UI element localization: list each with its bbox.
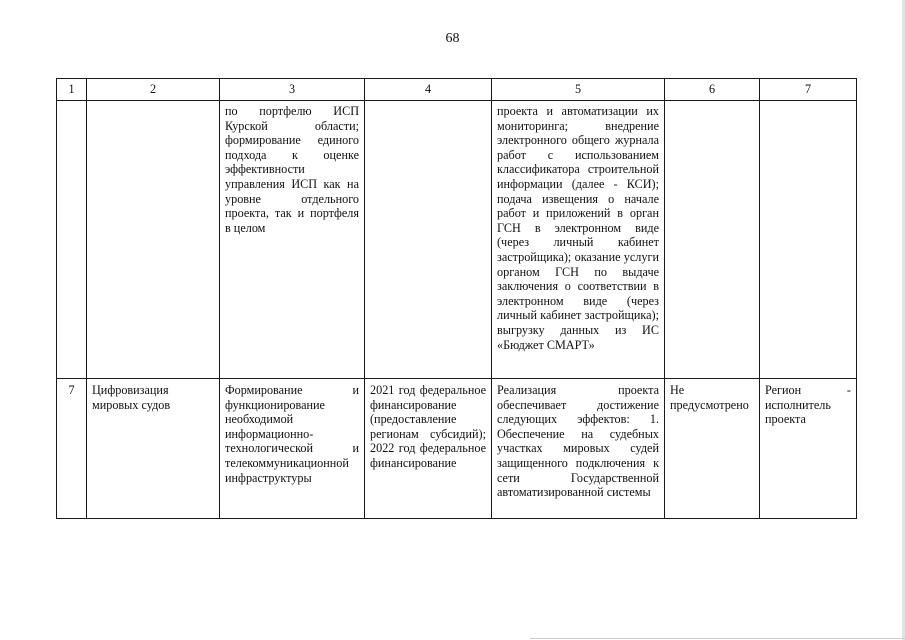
cell-number: 7 [57,379,87,519]
column-number-4: 4 [365,79,492,101]
scan-bottom-edge [530,638,905,639]
cell-effects: проекта и автоматизации их мониторинга; внедрение электронного общего журнала работ с использованием классификатора строительной информации (далее - КСИ); подача извещения о начале работ и приложений в орган ГСН в электронном виде (через личный кабинет застройщика); оказание услуги органом ГСН по выдаче заключения о соответствии в электронном виде (через личный кабинет застройщика); выгрузку данных из ИС «Бюджет СМАРТ» [492,101,665,379]
cell-col6 [665,101,760,379]
column-number-6: 6 [665,79,760,101]
cell-effects: Реализация проекта обеспечивает достижение следующих эффектов: 1. Обеспечение на судебных участках мировых судей защищенного подключения к сети Государственной автоматизированной системы [492,379,665,519]
cell-financing [365,101,492,379]
column-number-3: 3 [220,79,365,101]
table-row-7 [57,379,857,519]
cell-number [57,101,87,379]
cell-project-name: Цифровизация мировых судов [87,379,220,519]
page-number: 68 [445,31,460,46]
table-row-continued [57,101,857,379]
measures-table [56,78,857,519]
column-number-row [57,79,857,101]
cell-executor: Регион - исполнитель проекта [760,379,857,519]
column-number-5: 5 [492,79,665,101]
cell-financing: 2021 год федеральное финансирование (предоставление регионам субсидий); 2022 год федеральное финансирование [365,379,492,519]
cell-description: Формирование и функционирование необходимой информационно-технологической и телекоммуникационной инфраструктуры [220,379,365,519]
cell-col6: Не предусмотрено [665,379,760,519]
cell-project-name [87,101,220,379]
column-number-1: 1 [57,79,87,101]
column-number-7: 7 [760,79,857,101]
cell-description: по портфелю ИСП Курской области; формирование единого подхода к оценке эффективности управления ИСП как на уровне отдельного проекта, так и портфеля в целом [220,101,365,379]
column-number-2: 2 [87,79,220,101]
cell-executor [760,101,857,379]
